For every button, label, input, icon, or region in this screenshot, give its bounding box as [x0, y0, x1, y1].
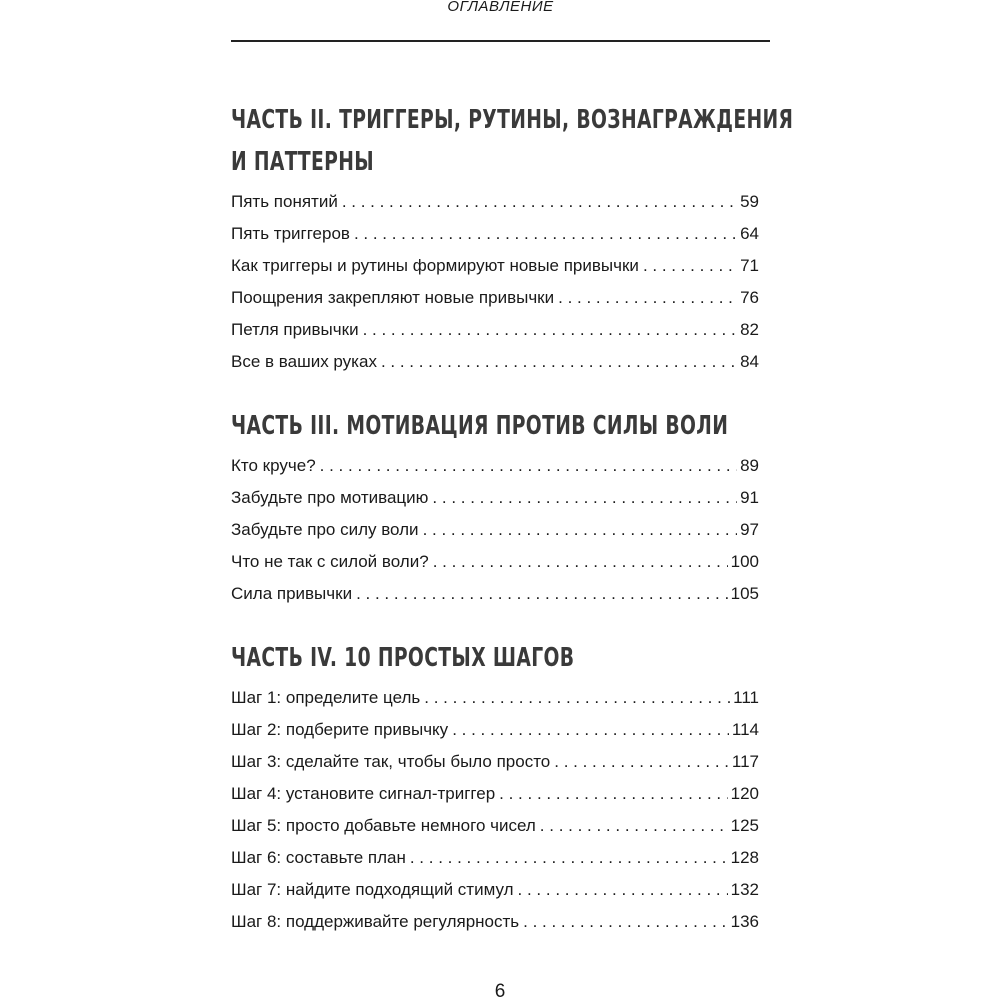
dot-leader — [554, 750, 729, 774]
toc-entry-title: Шаг 2: подберите привычку — [231, 720, 449, 739]
toc-entry-page: 132 — [730, 880, 759, 899]
toc-entry-title: Шаг 3: сделайте так, чтобы было просто — [231, 752, 551, 771]
toc-entry-page: 105 — [730, 584, 759, 603]
toc-entry-page: 117 — [731, 752, 759, 771]
toc-entry-title: Пять триггеров — [231, 224, 350, 243]
toc-entry-page: 97 — [740, 520, 759, 539]
dot-leader — [518, 878, 728, 902]
dot-leader — [540, 814, 728, 838]
toc-entry[interactable] — [231, 550, 759, 574]
toc-entry[interactable] — [231, 750, 759, 774]
toc-entry-title: Шаг 6: составьте план — [231, 848, 406, 867]
dot-leader — [410, 846, 728, 870]
toc-entry-page: 111 — [733, 688, 759, 707]
toc-entry-title: Как триггеры и рутины формируют новые привычки — [231, 256, 639, 275]
toc-entry[interactable] — [231, 686, 759, 710]
toc-entry[interactable] — [231, 190, 759, 214]
toc-entry-page: 120 — [730, 784, 759, 803]
toc-entry-page: 136 — [730, 912, 759, 931]
toc-entry[interactable] — [231, 318, 759, 342]
dot-leader — [643, 254, 737, 278]
toc-entry-title: Поощрения закрепляют новые привычки — [231, 288, 555, 307]
toc-entry-title: Забудьте про мотивацию — [231, 488, 429, 507]
dot-leader — [342, 190, 737, 214]
toc-entry-title: Кто круче? — [231, 456, 316, 475]
toc-entry[interactable] — [231, 582, 759, 606]
toc-entry[interactable] — [231, 518, 759, 542]
header-rule — [231, 40, 770, 42]
toc-entry[interactable] — [231, 286, 759, 310]
dot-leader — [356, 582, 728, 606]
toc-entry-title: Шаг 5: просто добавьте немного чисел — [231, 816, 536, 835]
toc-entry-page: 125 — [730, 816, 759, 835]
toc-entry-page: 71 — [740, 256, 759, 275]
toc-entry-title: Петля привычки — [231, 320, 359, 339]
dot-leader — [354, 222, 737, 246]
toc-entry-title: Шаг 7: найдите подходящий стимул — [231, 880, 514, 899]
dot-leader — [452, 718, 729, 742]
dot-leader — [363, 318, 738, 342]
dot-leader — [423, 518, 738, 542]
toc-entry-title: Шаг 8: поддерживайте регулярность — [231, 912, 520, 931]
dot-leader — [523, 910, 727, 934]
toc-entry-page: 84 — [740, 352, 759, 371]
dot-leader — [432, 486, 737, 510]
toc-entry[interactable] — [231, 718, 759, 742]
part-3-title: ЧАСТЬ III. МОТИВАЦИЯ ПРОТИВ СИЛЫ ВОЛИ — [231, 411, 729, 441]
toc-entry[interactable] — [231, 486, 759, 510]
part-2-title-line-2: И ПАТТЕРНЫ — [231, 147, 375, 177]
dot-leader — [424, 686, 730, 710]
toc-entry-page: 82 — [740, 320, 759, 339]
toc-entry-title: Шаг 4: установите сигнал-триггер — [231, 784, 496, 803]
toc-entry[interactable] — [231, 878, 759, 902]
toc-entry-title: Пять понятий — [231, 192, 338, 211]
dot-leader — [320, 454, 737, 478]
toc-entry-page: 128 — [730, 848, 759, 867]
toc-entry[interactable] — [231, 350, 759, 374]
dot-leader — [499, 782, 727, 806]
toc-entry-page: 91 — [740, 488, 759, 507]
toc-entry[interactable] — [231, 222, 759, 246]
toc-entry-title: Забудьте про силу воли — [231, 520, 419, 539]
toc-entry[interactable] — [231, 454, 759, 478]
toc-entry-page: 114 — [731, 720, 759, 739]
toc-entry-title: Шаг 1: определите цель — [231, 688, 421, 707]
dot-leader — [433, 550, 728, 574]
page-number: 6 — [494, 981, 506, 1002]
toc-entry-title: Что не так с силой воли? — [231, 552, 429, 571]
part-4-title: ЧАСТЬ IV. 10 ПРОСТЫХ ШАГОВ — [231, 643, 575, 673]
dot-leader — [558, 286, 737, 310]
toc-entry-page: 59 — [740, 192, 759, 211]
toc-entry[interactable] — [231, 782, 759, 806]
toc-entry-page: 100 — [730, 552, 759, 571]
toc-entry-page: 64 — [740, 224, 759, 243]
running-head: ОГЛАВЛЕНИЕ — [447, 0, 554, 15]
part-2-title-line-1: ЧАСТЬ II. ТРИГГЕРЫ, РУТИНЫ, ВОЗНАГРАЖДЕНИЯ — [231, 105, 794, 135]
toc-entry-page: 76 — [740, 288, 759, 307]
toc-entry-title: Все в ваших руках — [231, 352, 377, 371]
toc-entry-title: Сила привычки — [231, 584, 353, 603]
toc-entry[interactable] — [231, 814, 759, 838]
toc-entry[interactable] — [231, 846, 759, 870]
toc-entry[interactable] — [231, 910, 759, 934]
toc-entry-page: 89 — [740, 456, 759, 475]
dot-leader — [381, 350, 737, 374]
toc-entry[interactable] — [231, 254, 759, 278]
